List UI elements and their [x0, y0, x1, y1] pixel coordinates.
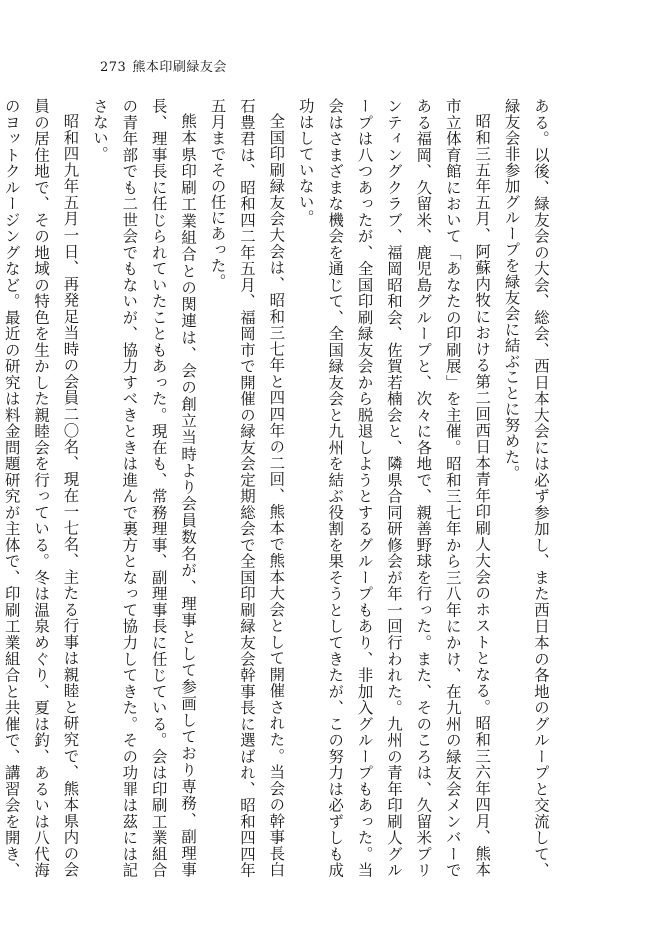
page-number: 273: [100, 60, 127, 75]
running-header: [100, 56, 227, 75]
paragraph-3: 全国印刷緑友会大会は、昭和三七年と四四年の二回、熊本で熊本大会として開催された。当会の幹事長白石豊君は、昭和四二年五月、福岡市で開催の緑友会定期総会で全国印刷緑友会幹事長に選ばれ、昭和四四年五月までその任にあった。: [208, 98, 286, 878]
section-title: 熊本印刷緑友会: [132, 60, 227, 75]
vertical-body-text: [2, 98, 555, 878]
paragraph-4: 熊本県印刷工業組合との関連は、会の創立当時より会員数名が、理事として参画しており専務、副理事長、理事長に任じられていたこともあった。現在も、常務理事、副理事長に任じている。会は印刷工業組合の青年部でも二世会でもないが、協力すべきときは進んで裏方となって協力してきた。その功罪は茲には記さない。: [90, 98, 198, 878]
paragraph-1: ある。以後、緑友会の大会、総会、西日本大会には必ず参加し、また西日本の各地のグループと交流して、緑友会非参加グループを緑友会に結ぶことに努めた。: [502, 98, 550, 878]
paragraph-5: 昭和四九年五月一日、再発足当時の会員二〇名、現在一七名、主たる行事は親睦と研究で、熊本県内の会員の居住地で、その地域の特色を生かした親睦会を行っている。冬は温泉めぐり、夏は釣、あるいは八代海のヨットクルージングなど。最近の研究は料金問題研究が主体で、印刷工業組合と共催で、講習会を開き、: [2, 98, 80, 878]
paragraph-2: 昭和三五年五月、阿蘇内牧における第二回西日本青年印刷人大会のホストとなる。昭和三六年四月、熊本市立体育館において「あなたの印刷展」を主催。昭和三七年から三八年にかけ、在九州の緑友会メンバーである福岡、久留米、鹿児島グループと、次々に各地で、親善野球を行った。また、そのころは、久留米プリンティングクラブ、福岡昭和会、佐賀若楠会と、隣県合同研修会が年一回行われた。九州の青年印刷人グループは八つあったが、全国印刷緑友会から脱退しようとするグループもあり、非加入グループもあった。当会はさまざまな機会を通じて、全国緑友会と九州を結ぶ役割を果そうとしてきたが、この努力は必ずしも成功はしていない。: [296, 98, 492, 878]
